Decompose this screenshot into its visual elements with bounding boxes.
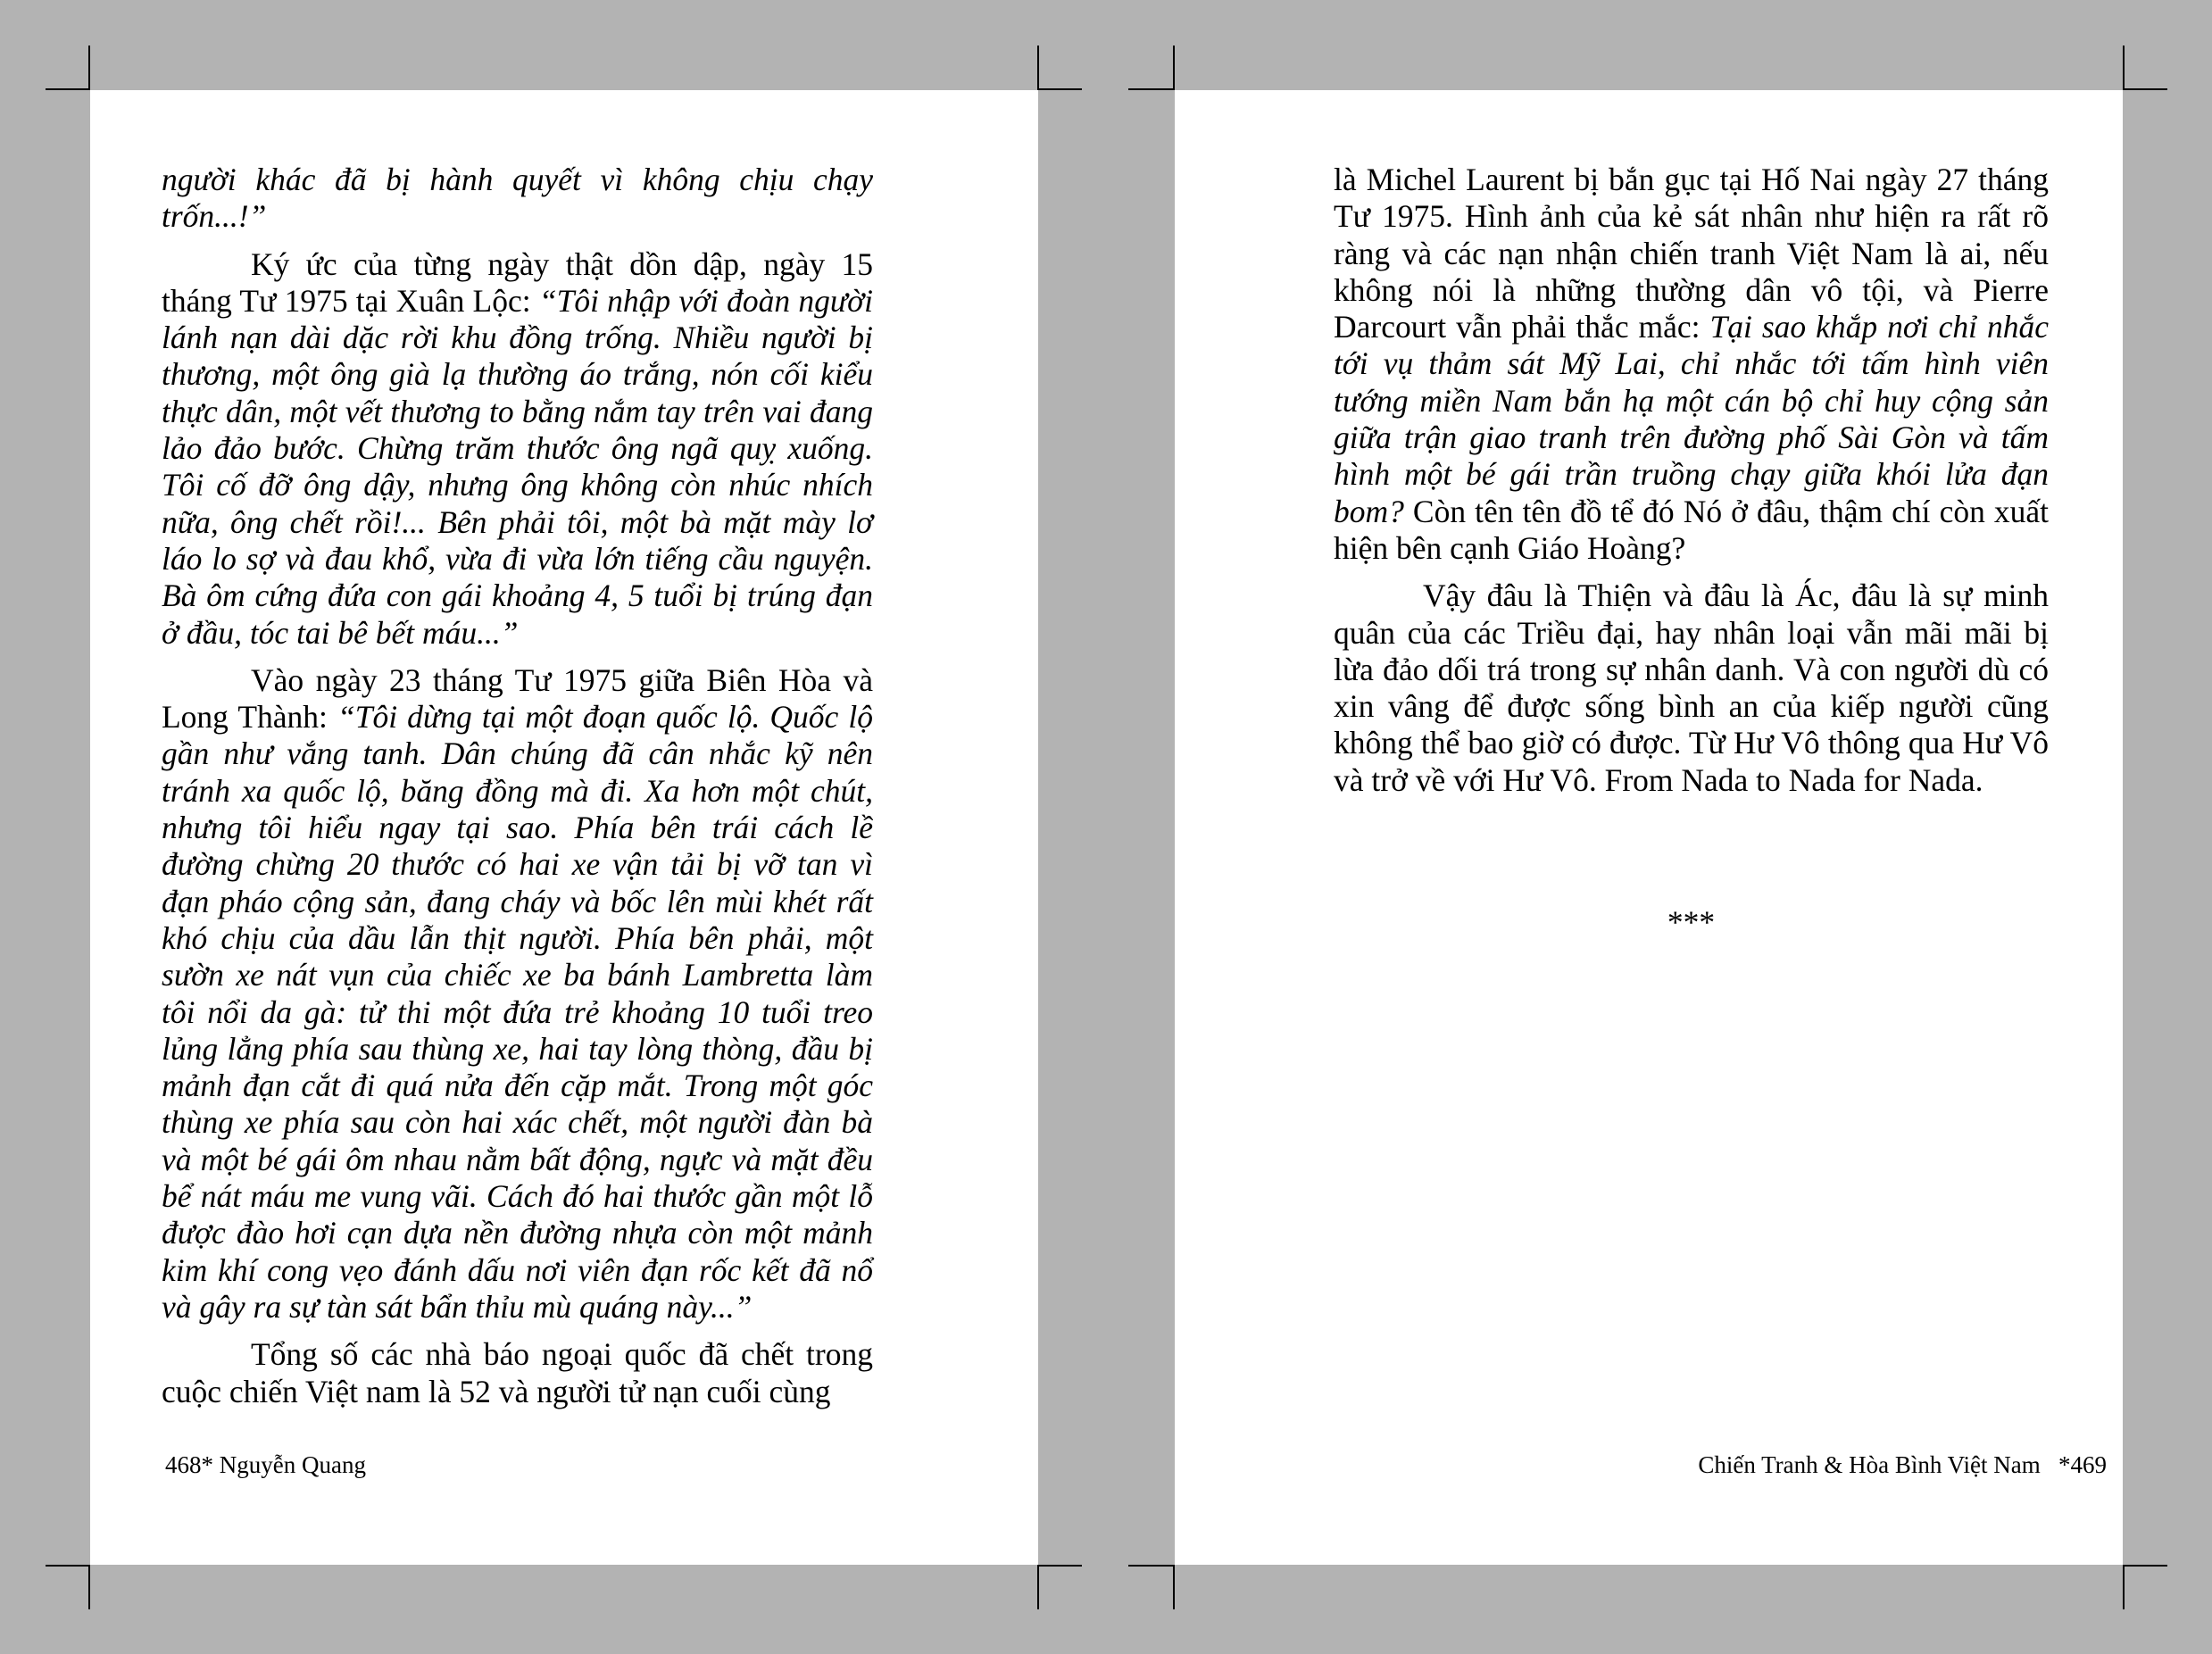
page-footer: 468* Nguyễn Quang: [165, 1451, 366, 1478]
paragraph-lead: Ký ức của từng ngày thật dồn dập, ngày 15 tháng Tư 1975 tại Xuân Lộc:: [162, 245, 873, 319]
paragraph-tail: Còn tên tên đồ tể đó Nó ở đâu, thậm chí còn xuất hiện bên cạnh Giáo Hoàng?: [1334, 493, 2049, 566]
crop-mark: [1037, 46, 1039, 90]
left-page-body: [162, 162, 873, 1421]
crop-mark: [1037, 1565, 1082, 1567]
left-page: [90, 90, 1038, 1565]
crop-mark: [88, 46, 90, 90]
crop-mark: [1128, 1565, 1173, 1567]
crop-mark: [1173, 1565, 1175, 1609]
crop-mark: [1173, 46, 1175, 90]
paragraph-lead: Vào ngày 23 tháng Tư 1975 giữa Biên Hòa và Long Thành:: [162, 661, 873, 736]
crop-mark: [2123, 88, 2167, 90]
page-footer: Chiến Tranh & Hòa Bình Việt Nam *469: [1698, 1451, 2107, 1478]
section-separator: ***: [1667, 904, 1716, 941]
crop-mark: [88, 1565, 90, 1609]
crop-mark: [2123, 46, 2125, 90]
paragraph: [1334, 162, 2049, 567]
paragraph: người khác đã bị hành quyết vì không chịu chạy trốn...!”: [162, 162, 873, 235]
quote: Tại sao khắp nơi chỉ nhắc tới vụ thảm sát Mỹ Lai, chỉ nhắc tới tấm hình viên tướng miền Nam bắn hạ một cán bộ chỉ huy cộng sản giữa trận giao tranh trên đường phố Sài Gòn và tấm hình một bé gái trần truồng chạy giữa khói lửa đạn bom?: [1334, 309, 2049, 529]
crop-mark: [2123, 1565, 2167, 1567]
quote: “Tôi nhập với đoàn người lánh nạn dài dặc rời khu đồng trống. Nhiều người bị thương, một ông già lạ thường áo trắng, nón cối kiểu thực dân, một vết thương to bằng nắm tay trên vai đang lảo đảo bước. Chừng trăm thước ông ngã quỵ xuống. Tôi cố đỡ ông dậy, nhưng ông không còn nhúc nhích nữa, ông chết rồi!... Bên phải tôi, một bà mặt mày lơ láo lo sợ và đau khổ, vừa đi vừa lớn tiếng cầu nguyện. Bà ôm cứng đứa con gái khoảng 4, 5 tuổi bị trúng đạn ở đầu, tóc tai bê bết máu...”: [162, 282, 873, 651]
right-page: [1175, 90, 2123, 1565]
crop-mark: [2123, 1565, 2125, 1609]
paragraph: Vậy đâu là Thiện và đâu là Ác, đâu là sự minh quân của các Triều đại, hay nhân loại vẫn mãi mãi bị lừa đảo dối trá trong sự nhân danh. Và con người dù có xin vâng để được sống bình an của kiếp người cũng không thể bao giờ có được. Từ Hư Vô thông qua Hư Vô và trở về với Hư Vô. From Nada to Nada for Nada.: [1334, 578, 2049, 798]
right-page-body: [1334, 162, 2049, 941]
crop-mark: [1037, 88, 1082, 90]
crop-mark: [46, 1565, 90, 1567]
quote: “Tôi dừng tại một đoạn quốc lộ. Quốc lộ gần như vắng tanh. Dân chúng đã cân nhắc kỹ nên tránh xa quốc lộ, băng đồng mà đi. Xa hơn một chút, nhưng tôi hiểu ngay tại sao. Phía bên trái cách lề đường chừng 20 thước có hai xe vận tải bị vỡ tan vì đạn pháo cộng sản, đang cháy và bốc lên mùi khét rất khó chịu của dầu lẫn thịt người. Phía bên phải, một sườn xe nát vụn của chiếc xe ba bánh Lambretta làm tôi nổi da gà: tử thi một đứa trẻ khoảng 10 tuổi treo lủng lẳng phía sau thùng xe, hai tay lòng thòng, đầu bị mảnh đạn cắt đi quá nửa đến cặp mắt. Trong một góc thùng xe phía sau còn hai xác chết, một người đàn bà và một bé gái ôm nhau nằm bất động, ngực và mặt đều bể nát máu me vung vãi. Cách đó hai thước gần một lỗ được đào hơi cạn dựa nền đường nhựa còn một mảnh kim khí cong vẹo đánh dấu nơi viên đạn rốc kết đã nổ và gây ra sự tàn sát bẩn thỉu mù quáng này...”: [162, 699, 873, 1325]
paragraph: [162, 246, 873, 652]
paragraph: [162, 662, 873, 1326]
crop-mark: [1128, 88, 1173, 90]
crop-mark: [1037, 1565, 1039, 1609]
crop-mark: [46, 88, 90, 90]
paragraph: Tổng số các nhà báo ngoại quốc đã chết trong cuộc chiến Việt nam là 52 và người tử nạn cuối cùng: [162, 1336, 873, 1409]
paragraph-lead: là Michel Laurent bị bắn gục tại Hố Nai ngày 27 tháng Tư 1975. Hình ảnh của kẻ sát nhân như hiện ra rất rõ ràng và các nạn nhận chiến tranh Việt Nam là ai, nếu không nói là những thường dân vô tội, và Pierre Darcourt vẫn phải thắc mắc:: [1334, 162, 2049, 345]
